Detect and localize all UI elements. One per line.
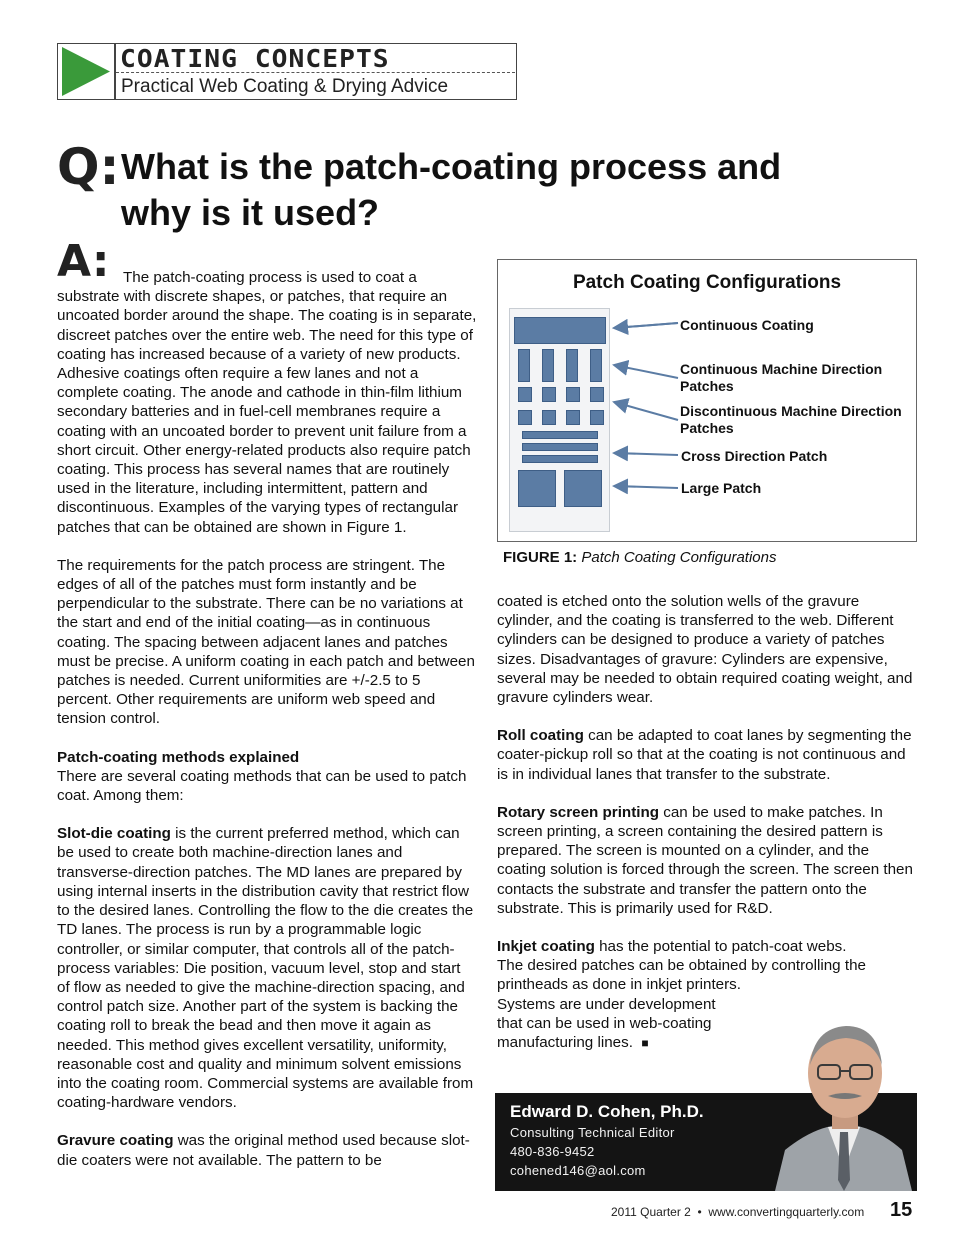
md-lane-patch: [518, 349, 530, 382]
footer-website: www.convertingquarterly.com: [708, 1205, 865, 1219]
question-marker: Q:: [57, 138, 120, 196]
discontinuous-patch: [566, 410, 580, 425]
continuous-coating-patch: [514, 317, 606, 344]
column-subtitle: Practical Web Coating & Drying Advice: [121, 76, 449, 97]
discontinuous-patch: [542, 387, 556, 402]
author-email: cohened146@aol.com: [510, 1163, 646, 1178]
author-role: Consulting Technical Editor: [510, 1125, 675, 1140]
figure-pointer-arrows: [610, 300, 680, 510]
roll-coating-term: Roll coating: [497, 727, 584, 745]
discontinuous-patch: [590, 410, 604, 425]
inkjet-paragraph: Inkjet coating has the potential to patch-coat webs. The desired patches can be obtained by controlling the printheads as done in inkjet printers. Systems are under development that can be used in web-coating manufacturing lines. ■: [497, 938, 866, 1052]
discontinuous-patch: [518, 387, 532, 402]
slot-die-term: Slot-die coating: [57, 825, 171, 843]
answer-marker: A:: [57, 236, 110, 287]
question-heading: What is the patch-coating process and why is it used?: [121, 146, 782, 233]
cross-direction-patch: [522, 443, 598, 451]
header-dashed-rule: [116, 72, 515, 73]
figure-diagram-panel: [509, 308, 610, 532]
md-lane-patch: [566, 349, 578, 382]
figure-label-large-patch: Large Patch: [681, 480, 762, 496]
discontinuous-patch: [566, 387, 580, 402]
gravure-term: Gravure coating: [57, 1132, 174, 1150]
footer-issue: 2011 Quarter 2 • www.convertingquarterly.com: [611, 1205, 865, 1219]
figure-caption: FIGURE 1: Patch Coating Configurations: [503, 549, 777, 566]
cross-direction-patch: [522, 431, 598, 439]
column-title: COATING CONCEPTS: [120, 44, 390, 73]
gravure-continued-paragraph: coated is etched onto the solution wells of the gravure cylinder, and the coating is transferred to the web. Different cylinders can be designed to produce a variety of patches sizes. Disadvantages of gravure: Cylinders are expensive, several may be needed to obtain required coating weight, and gravure cylinders wear.: [497, 593, 913, 707]
discontinuous-patch: [518, 410, 532, 425]
page-number: 15: [890, 1199, 913, 1221]
play-triangle-icon: [58, 44, 113, 99]
cross-direction-patch: [522, 455, 598, 463]
inkjet-term: Inkjet coating: [497, 938, 595, 956]
rotary-screen-paragraph: Rotary screen printing can be used to make patches. In screen printing, a screen containing the desired pattern is prepared. The screen is mounted on a cylinder, and the coating solution is forced through the screen. The screen then contacts the substrate and transfer the pattern onto the substrate. This is primarily used for R&D.: [497, 803, 913, 917]
slot-die-paragraph: Slot-die coating is the current preferred method, which can be used to create both machine-direction lanes and transverse-direction patches. The MD lanes are prepared by using internal inserts in the distribution cavity that restrict flow to the desired lanes. Controlling the flow to the die creates the TD lanes. The process is run by a programmable logic controller, or similar computer, that controls all of the patch-process variables: Die position, vacuum level, stop and start of flow as needed to give the machine-direction spacing, and control patch size. Another part of the system is backing the coating roll to break the bead and then move it again as needed. This method gives excellent versatility, uniformity, reasonable cost and quality and minimum solvent emissions into the coating room. Commercial systems are available from coating-hardware vendors.: [57, 825, 474, 1112]
figure-label-continuous: Continuous Coating: [680, 317, 814, 333]
discontinuous-patch: [542, 410, 556, 425]
gravure-paragraph: Gravure coating was the original method used because slot-die coaters were not available. The pattern to be: [57, 1132, 470, 1169]
discontinuous-patch: [590, 387, 604, 402]
author-photo: [770, 1010, 917, 1191]
rotary-screen-term: Rotary screen printing: [497, 803, 660, 821]
intro-paragraph: The patch-coating process is used to coat a substrate with discrete shapes, or patches, that require an uncoated border around the shape. The coating is in separate, discreet patches over the entire web. The need for this type of coating has increased because of a variety of new products. Adhesive coatings often require a few lanes and not a complete coating. The anode and cathode in thin-film lithium secondary batteries and in fuel-cell membranes require a coating with an uncoated border to prevent unit failure from a short circuit. Other energy-related products also require patch coating. This process has several names that are routinely used in the literature, including intermittent, pattern and discontinuous. Examples of the varying types of rectangular patches that can be obtained are shown in Figure 1.: [57, 269, 477, 536]
left-column: [57, 268, 477, 1189]
large-patch: [518, 470, 556, 507]
large-patch: [564, 470, 602, 507]
methods-heading: Patch-coating methods explained: [57, 748, 300, 766]
right-column: [497, 592, 917, 1053]
figure-label-discontinuous-md: Discontinuous Machine Direction Patches: [680, 403, 902, 436]
figure-title: Patch Coating Configurations: [572, 272, 842, 293]
md-lane-patch: [590, 349, 602, 382]
md-lane-patch: [542, 349, 554, 382]
methods-intro-paragraph: There are several coating methods that can be used to patch coat. Among them:: [57, 767, 467, 805]
end-mark: ■: [641, 1036, 649, 1051]
figure-label-cross-direction: Cross Direction Patch: [681, 448, 828, 464]
author-phone: 480-836-9452: [510, 1144, 595, 1159]
requirements-paragraph: The requirements for the patch process are stringent. The edges of all of the patches must form instantly and be perpendicular to the substrate. There can be no variations at the start and end of the initial coating—as in continuous coating. The spacing between adjacent lanes and patches must be precise. A uniform coating in each patch and between patches is needed. Current uniformities are +/-2.5 to 5 percent. Other requirements are uniform web speed and tension control.: [57, 556, 475, 728]
figure-label-continuous-md: Continuous Machine Direction Patches: [680, 361, 883, 394]
author-name: Edward D. Cohen, Ph.D.: [510, 1102, 704, 1121]
roll-coating-paragraph: Roll coating can be adapted to coat lanes by segmenting the coater-pickup roll so that at the coating is not continuous and is in individual lanes that transfer to the substrate.: [497, 727, 912, 783]
